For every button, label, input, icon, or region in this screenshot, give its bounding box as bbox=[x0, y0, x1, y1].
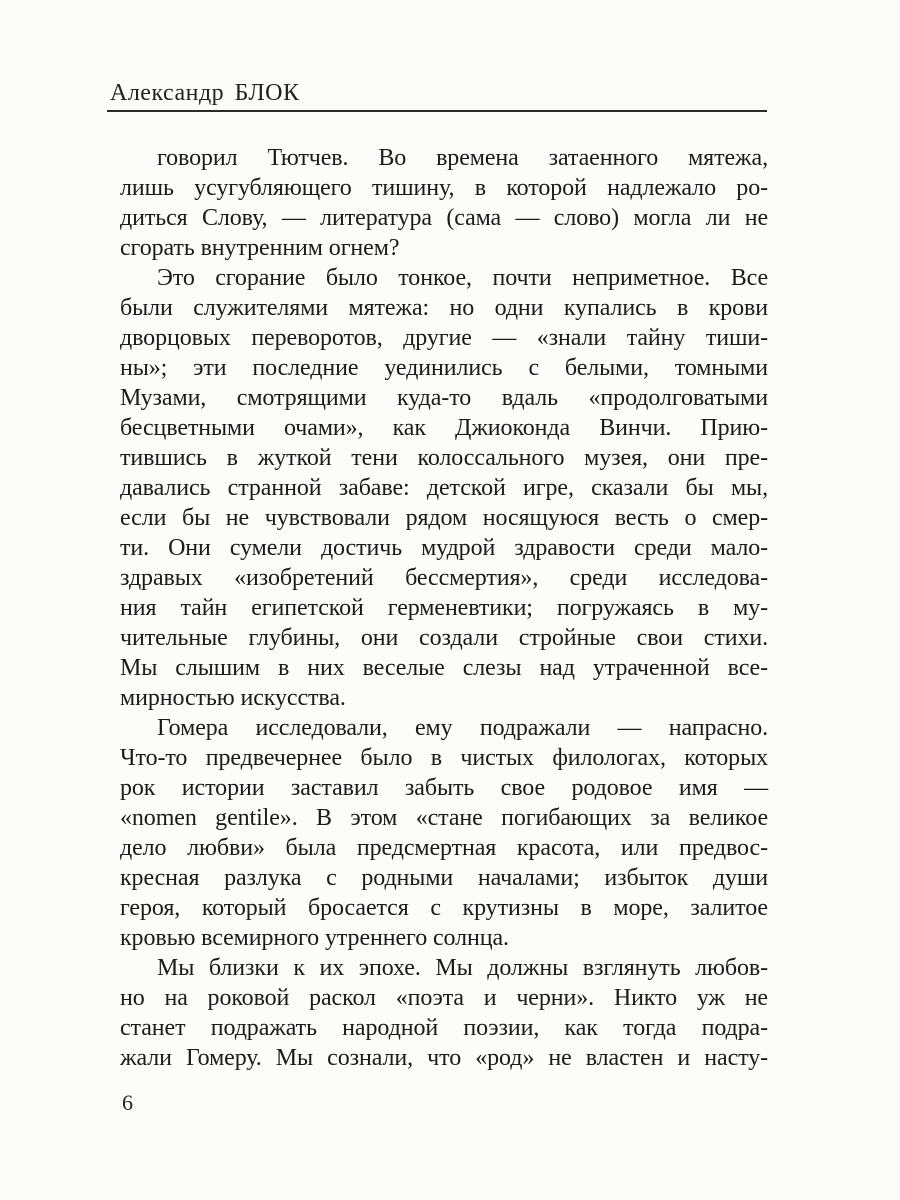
text-line: дворцовых переворотов, другие — «знали тайну тиши- bbox=[120, 325, 768, 351]
text-line: говорил Тютчев. Во времена затаенного мятежа, bbox=[157, 145, 768, 171]
header-rule-divider bbox=[107, 110, 767, 112]
text-line: сгорать внутренним огнем? bbox=[120, 235, 400, 261]
text-line: жали Гомеру. Мы сознали, что «род» не властен и насту- bbox=[120, 1045, 768, 1071]
text-line: станет подражать народной поэзии, как тогда подра- bbox=[120, 1015, 768, 1041]
text-line: давались странной забаве: детской игре, сказали бы мы, bbox=[120, 475, 768, 501]
body-text bbox=[120, 143, 768, 1073]
text-line: «nomen gentile». В этом «стане погибающих за великое bbox=[120, 805, 768, 831]
page-number: 6 bbox=[122, 1090, 133, 1115]
text-line: диться Слову, — литература (сама — слово) могла ли не bbox=[120, 205, 768, 231]
text-line: если бы не чувствовали рядом носящуюся весть о смер- bbox=[120, 505, 768, 531]
text-line: ны»; эти последние уединились с белыми, томными bbox=[120, 355, 768, 381]
text-line: тившись в жуткой тени колоссального музея, они пре- bbox=[120, 445, 768, 471]
text-line: Это сгорание было тонкое, почти неприметное. Все bbox=[157, 265, 768, 291]
text-line: но на роковой раскол «поэта и черни». Никто уж не bbox=[120, 985, 768, 1011]
text-line: мирностью искусства. bbox=[120, 685, 346, 711]
text-line: ния тайн египетской герменевтики; погружаясь в му- bbox=[120, 595, 768, 621]
text-line: Мы слышим в них веселые слезы над утраченной все- bbox=[120, 655, 768, 681]
text-line: лишь усугубляющего тишину, в которой надлежало ро- bbox=[120, 175, 768, 201]
text-line: рок истории заставил забыть свое родовое имя — bbox=[120, 775, 768, 801]
text-line: были служителями мятежа: но одни купались в крови bbox=[120, 295, 768, 321]
text-line: героя, который бросается с крутизны в море, залитое bbox=[120, 895, 768, 921]
text-line: Музами, смотрящими куда-то вдаль «продолговатыми bbox=[120, 385, 768, 411]
text-line: кровью всемирного утреннего солнца. bbox=[120, 925, 509, 951]
text-line: Что-то предвечернее было в чистых филологах, которых bbox=[120, 745, 768, 771]
running-head-author: Александр БЛОК bbox=[110, 80, 300, 106]
text-line: Гомера исследовали, ему подражали — напрасно. bbox=[157, 715, 768, 741]
text-line: чительные глубины, они создали стройные свои стихи. bbox=[120, 625, 768, 651]
text-line: дело любви» была предсмертная красота, или предвос- bbox=[120, 835, 768, 861]
text-line: бесцветными очами», как Джиоконда Винчи. Прию- bbox=[120, 415, 768, 441]
text-line: кресная разлука с родными началами; избыток души bbox=[120, 865, 768, 891]
text-line: здравых «изобретений бессмертия», среди исследова- bbox=[120, 565, 768, 591]
text-line: ти. Они сумели достичь мудрой здравости среди мало- bbox=[120, 535, 768, 561]
text-line: Мы близки к их эпохе. Мы должны взглянуть любов- bbox=[157, 955, 768, 981]
